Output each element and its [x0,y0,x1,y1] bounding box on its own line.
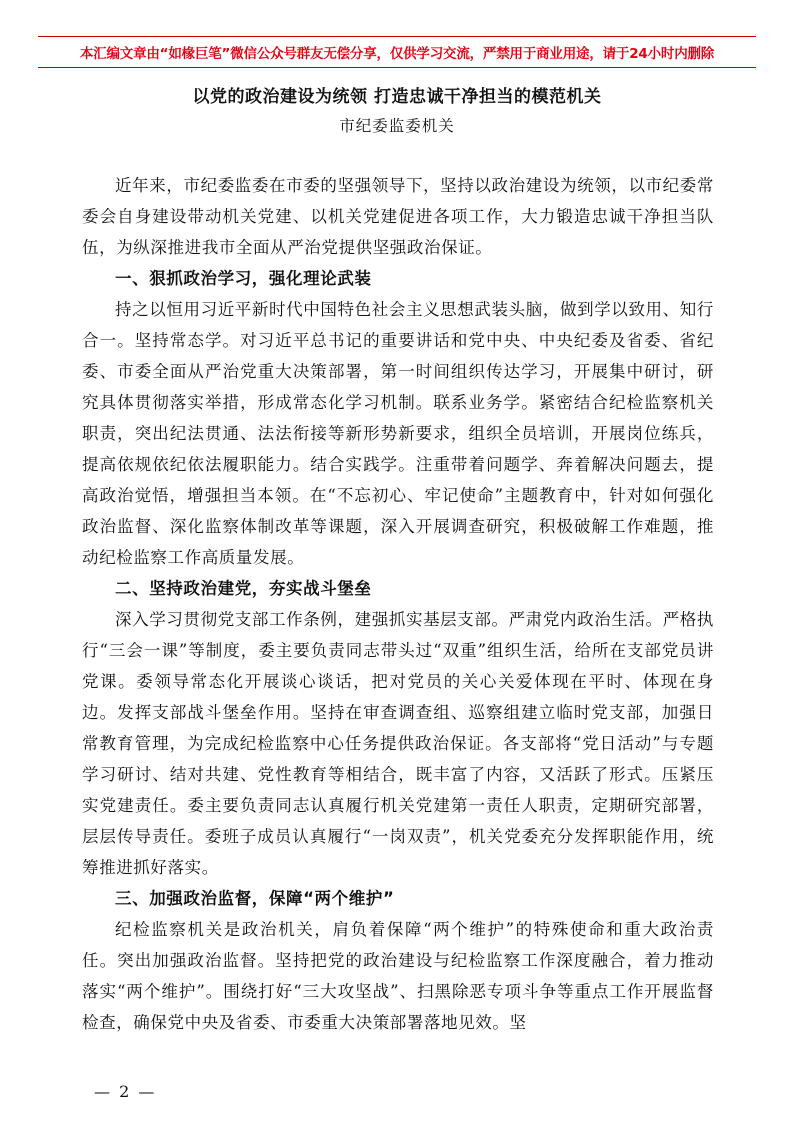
section-paragraph-1: 持之以恒用习近平新时代中国特色社会主义思想武装头脑，做到学以致用、知行合一。坚持常态学。对习近平总书记的重要讲话和党中央、中央纪委及省委、省纪委、市委全面从严治党重大决策部署，第一时间组织传达学习，开展集中研讨，研究具体贯彻落实举措，形成常态化学习机制。联系业务学。紧密结合纪检监察机关职责，突出纪法贯通、法法衔接等新形势新要求，组织全员培训，开展岗位练兵，提高依规依纪依法履职能力。结合实践学。注重带着问题学、奔着解决问题去，提高政治觉悟，增强担当本领。在“不忘初心、牢记使命”主题教育中，针对如何强化政治监督、深化监察体制改革等课题，深入开展调查研究，积极破解工作难题，推动纪检监察工作高质量发展。 [82,300,714,567]
document-author: 市纪委监委机关 [339,117,455,135]
section-paragraph-2: 深入学习贯彻党支部工作条例，建强抓实基层支部。严肃党内政治生活。严格执行“三会一课”等制度，委主要负责同志带头过“双重”组织生活，给所在支部党员讲党课。委领导常态化开展谈心谈话，把对党员的关心关爱体现在平时、体现在身边。发挥支部战斗堡垒作用。坚持在审查调查组、巡察组建立临时党支部，加强日常教育管理，为完成纪检监察中心任务提供政治保证。各支部将“党日活动”与专题学习研讨、结对共建、党性教育等相结合，既丰富了内容，又活跃了形式。压紧压实党建责任。委主要负责同志认真履行机关党建第一责任人职责，定期研究部署，层层传导责任。委班子成员认真履行“一岗双责”，机关党委充分发挥职能作用，统筹推进抓好落实。 [82,610,714,877]
copyright-banner [38,36,756,68]
section-heading-2: 二、坚持政治建党，夯实战斗堡垒 [115,579,372,598]
section-heading-3: 三、加强政治监督，保障“两个维护” [115,889,395,908]
document-title: 以党的政治建设为统领 打造忠诚干净担当的模范机关 [192,87,602,107]
intro-paragraph: 近年来，市纪委监委在市委的坚强领导下，坚持以政治建设为统领，以市纪委常委会自身建设带动机关党建、以机关党建促进各项工作，大力锻造忠诚干净担当队伍，为纵深推进我市全面从严治党提供坚强政治保证。 [82,176,714,257]
page-number: — 2 — [94,1082,157,1101]
document-body [82,170,714,1038]
copyright-notice: 本汇编文章由“如椽巨笔”微信公众号群友无偿分享，仅供学习交流，严禁用于商业用途，请于24小时内删除 [79,46,715,62]
section-heading-1: 一、狠抓政治学习，强化理论武装 [115,269,372,288]
section-paragraph-3: 纪检监察机关是政治机关，肩负着保障“两个维护”的特殊使命和重大政治责任。突出加强政治监督。坚持把党的政治建设与纪检监察工作深度融合，着力推动落实“两个维护”。围绕打好“三大攻坚战”、扫黑除恶专项斗争等重点工作开展监督检查，确保党中央及省委、市委重大决策部署落地见效。坚 [82,920,714,1032]
